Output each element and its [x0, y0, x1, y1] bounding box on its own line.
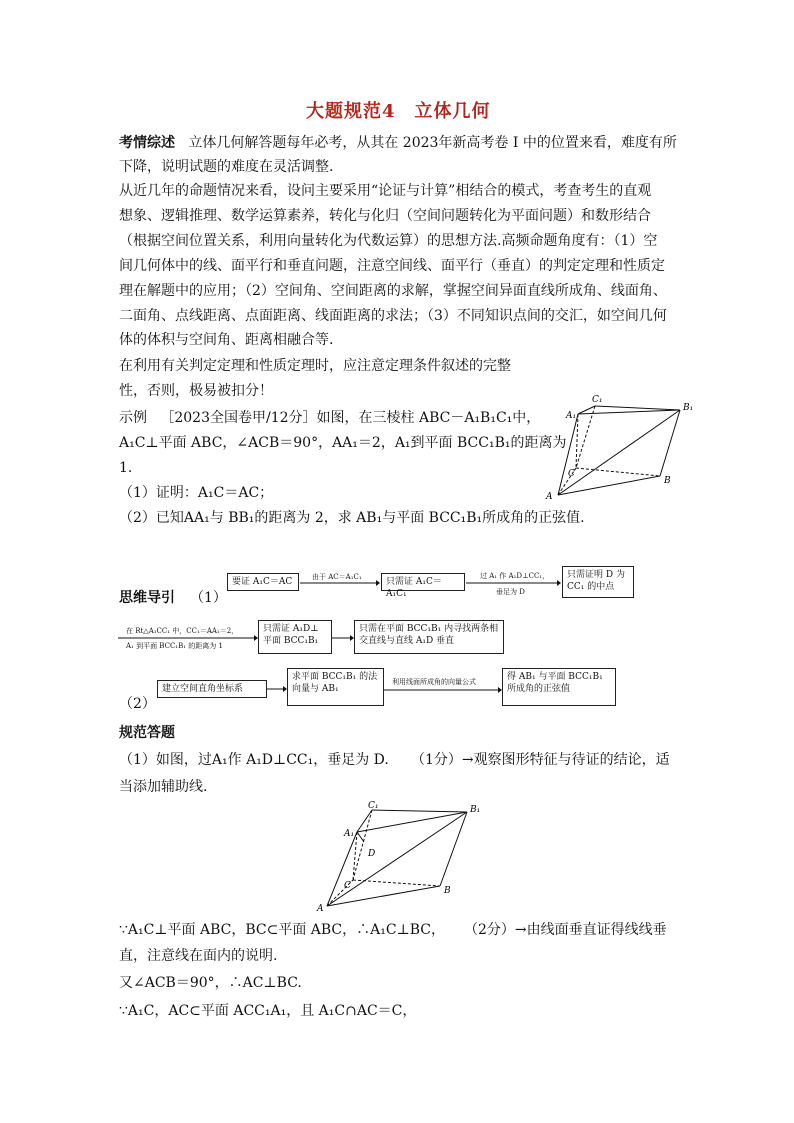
answer-step-1-score: （1分）→观察图形特征与待证的结论，适	[411, 752, 670, 768]
answer-step-2-score: （2分）→由线面垂直证得线线垂	[464, 922, 667, 938]
answer-step-1: （1）如图，过A₁作 A₁D⊥CC₁，垂足为 D.	[119, 752, 389, 768]
prism-figure-2	[312, 798, 492, 916]
example-source: ［2023全国卷甲/12分］如图，在三棱柱 ABC－A₁B₁C₁中，	[160, 410, 541, 426]
arrow-icon	[466, 578, 561, 588]
intro-line-11: 性，否则，极易被扣分！	[119, 383, 273, 399]
label-C: C	[344, 881, 351, 891]
question-2: （2）已知AA₁与 BB₁的距离为 2，求 AB₁与平面 BCC₁B₁所成角的正弦值.	[119, 510, 585, 526]
prism-figure-1	[540, 390, 710, 505]
arrow-icon	[332, 633, 354, 643]
flow-box-prove-a1c: 要证 A₁C＝AC	[227, 573, 299, 591]
thinking-part-1: （1）	[190, 590, 227, 606]
intro-line-1	[119, 133, 677, 153]
label-A: A	[546, 492, 553, 502]
answer-step-2-cont: 直，注意线在面内的说明.	[119, 948, 278, 964]
intro-line-5: （根据空间位置关系，利用向量转化为代数运算）的思想方法.高频命题角度有：（1）空	[119, 233, 658, 249]
thinking-label: 思维导引	[119, 590, 175, 606]
example-line-3: 1.	[119, 460, 133, 476]
intro-line-4: 想象、逻辑推理、数学运算素养，转化与化归（空间问题转化为平面问题）和数形结合	[119, 208, 651, 224]
label-B: B	[444, 886, 451, 896]
example-line-1	[119, 408, 540, 428]
answer-step-4: ∵A₁C，AC⊂平面 ACC₁A₁，且 A₁C∩AC＝C，	[119, 1003, 417, 1019]
flow-box-midpoint: 只需证明 D 为 CC₁ 的中点	[562, 566, 634, 598]
label-B1: B₁	[683, 403, 694, 413]
answer-step-1-cont: 当添加辅助线.	[119, 779, 208, 795]
flow-box-prove-a1c-eq: 只需证 A₁C＝A₁C₁	[381, 573, 465, 591]
intro-label: 考情综述	[119, 135, 175, 151]
intro-line-3: 从近几年的命题情况来看，设问主要采用“论证与计算”相结合的模式，考查考生的直观	[119, 183, 652, 199]
flow-arrow-label-2b: 垂足为 D	[496, 588, 525, 596]
answer-step-3: 又∠ACB＝90°，∴AC⊥BC.	[119, 975, 302, 991]
label-C: C	[568, 469, 575, 479]
answer-label: 规范答题	[119, 725, 175, 741]
flow-arrow-label-2a: 过 A₁ 作 A₁D⊥CC₁，	[480, 572, 550, 580]
flow-box-a1d-perp: 只需证 A₁D⊥平面 BCC₁B₁	[258, 620, 332, 654]
page-title: 大题规范4 立体几何	[306, 101, 491, 122]
flow-box-sine-result: 得 AB₁ 与平面 BCC₁B₁ 所成角的正弦值	[502, 668, 616, 706]
label-B: B	[664, 476, 671, 486]
thinking-part-2: （2）	[119, 696, 156, 712]
flow-arrow-label-4: 利用线面所成角的向量公式	[392, 678, 476, 686]
label-A: A	[317, 904, 324, 914]
example-line-2: A₁C⊥平面 ABC，∠ACB＝90°，AA₁＝2，A₁到平面 BCC₁B₁的距离为	[119, 435, 567, 451]
question-1: （1）证明：A₁C＝AC；	[119, 485, 274, 501]
label-C1: C₁	[592, 395, 603, 405]
flow-box-coordinate: 建立空间直角坐标系	[157, 680, 267, 698]
flow-arrow-label-3a: 在 Rt△A₁CC₁ 中，CC₁＝AA₁＝2，	[126, 627, 239, 635]
answer-step-2: ∵A₁C⊥平面 ABC，BC⊂平面 ABC，∴A₁C⊥BC，	[119, 922, 445, 938]
arrow-icon	[267, 684, 287, 694]
flow-box-normal-vector: 求平面 BCC₁B₁ 的法向量与 AB₁	[287, 668, 384, 706]
intro-line-8: 二面角、点线距离、点面距离、线面距离的求法；（3）不同知识点间的交汇，如空间几何	[119, 308, 667, 324]
intro-line-9: 体的体积与空间角、距离相融合等.	[119, 332, 334, 348]
arrow-icon	[300, 578, 380, 588]
label-C1: C₁	[368, 801, 379, 811]
label-A1: A₁	[344, 829, 355, 839]
intro-line-7: 理在解题中的应用；（2）空间角、空间距离的求解，掌握空间异面直线所成角、线面角、	[119, 283, 667, 299]
label-D: D	[368, 849, 376, 859]
example-label: 示例	[119, 410, 147, 426]
intro-text: 立体几何解答题每年必考，从其在 2023年新高考卷 I 中的位置来看，难度有所	[188, 135, 677, 151]
flow-box-two-lines: 只需在平面 BCC₁B₁ 内寻找两条相交直线与直线 A₁D 垂直	[354, 620, 504, 654]
arrow-icon	[118, 633, 258, 643]
intro-line-2: 下降，说明试题的难度在灵活调整.	[119, 159, 334, 175]
arrow-icon	[384, 685, 502, 695]
intro-line-10: 在利用有关判定定理和性质定理时，应注意定理条件叙述的完整	[119, 358, 511, 374]
flow-arrow-label-3b: A₁ 到平面 BCC₁B₁ 的距离为 1	[126, 642, 223, 650]
flow-arrow-label-1: 由于 AC＝A₁C₁	[312, 573, 362, 581]
intro-line-6: 间几何体中的线、面平行和垂直问题，注意空间线、面平行（垂直）的判定定理和性质定	[119, 258, 665, 274]
label-B1: B₁	[470, 805, 481, 815]
label-A1: A₁	[566, 411, 577, 421]
